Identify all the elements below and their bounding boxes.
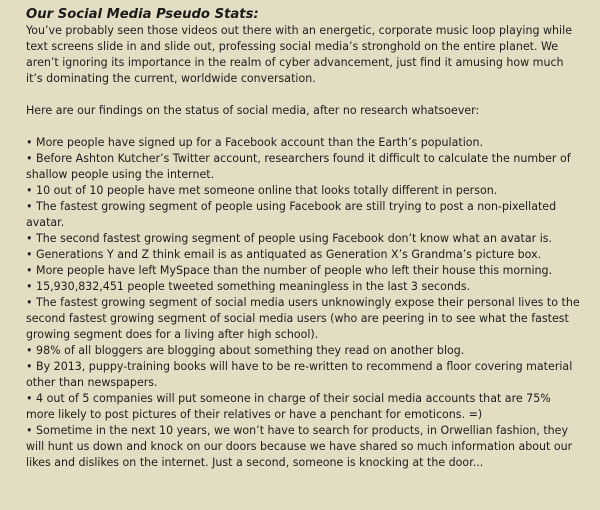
bullet-icon: • bbox=[26, 344, 33, 357]
list-item-text: The second fastest growing segment of people using Facebook don’t know what an avatar is. bbox=[36, 232, 553, 245]
bullet-icon: • bbox=[26, 184, 33, 197]
bullet-icon: • bbox=[26, 200, 33, 213]
list-item-text: Before Ashton Kutcher’s Twitter account, researchers found it difficult to calculate the number of shallow people using the internet. bbox=[26, 152, 571, 181]
list-item-text: More people have left MySpace than the number of people who left their house this morning. bbox=[36, 264, 553, 277]
list-item bbox=[26, 359, 582, 391]
article-title: Our Social Media Pseudo Stats: bbox=[26, 7, 259, 22]
list-item-text: 10 out of 10 people have met someone online that looks totally different in person. bbox=[36, 184, 498, 197]
paragraph-spacer bbox=[26, 119, 582, 135]
list-item-text: The fastest growing segment of social media users unknowingly expose their personal lives to the second fastest growing segment of social media users (who are peering in to see what the fastest growing segment does for a living after high school). bbox=[26, 296, 580, 341]
list-item-text: Sometime in the next 10 years, we won’t have to search for products, in Orwellian fashion, they will hunt us down and knock on our doors because we have shared so much information about our likes and dislikes on the internet. Just a second, someone is knocking at the door... bbox=[26, 424, 573, 469]
list-item bbox=[26, 423, 582, 471]
bullet-icon: • bbox=[26, 424, 33, 437]
bullet-icon: • bbox=[26, 280, 33, 293]
list-item-text: 4 out of 5 companies will put someone in charge of their social media accounts that are 75% more likely to post pictures of their relatives or have a penchant for emoticons. =) bbox=[26, 392, 551, 421]
list-item bbox=[26, 343, 582, 359]
list-item bbox=[26, 135, 582, 151]
bullet-icon: • bbox=[26, 136, 33, 149]
list-item bbox=[26, 231, 582, 247]
bullet-icon: • bbox=[26, 296, 33, 309]
list-item-text: Generations Y and Z think email is as antiquated as Generation X’s Grandma’s picture box. bbox=[36, 248, 542, 261]
list-item-text: 98% of all bloggers are blogging about something they read on another blog. bbox=[36, 344, 465, 357]
list-item-text: More people have signed up for a Facebook account than the Earth’s population. bbox=[36, 136, 484, 149]
findings-list bbox=[26, 135, 582, 471]
list-item bbox=[26, 151, 582, 183]
bullet-icon: • bbox=[26, 248, 33, 261]
bullet-icon: • bbox=[26, 360, 33, 373]
bullet-icon: • bbox=[26, 264, 33, 277]
findings-lead: Here are our findings on the status of social media, after no research whatsoever: bbox=[26, 104, 480, 117]
list-item bbox=[26, 263, 582, 279]
list-item-text: By 2013, puppy-training books will have to be re-written to recommend a floor covering material other than newspapers. bbox=[26, 360, 573, 389]
list-item-text: The fastest growing segment of people using Facebook are still trying to post a non-pixellated avatar. bbox=[26, 200, 557, 229]
paragraph-spacer bbox=[26, 87, 582, 103]
list-item bbox=[26, 199, 582, 231]
intro-paragraph: You’ve probably seen those videos out there with an energetic, corporate music loop playing while text screens slide in and slide out, professing social media’s stronghold on the entire planet. We aren’t ignoring its importance in the realm of cyber advancement, just find it amusing how much it’s dominating the current, worldwide conversation. bbox=[26, 24, 572, 85]
bullet-icon: • bbox=[26, 232, 33, 245]
list-item bbox=[26, 295, 582, 343]
bullet-icon: • bbox=[26, 152, 33, 165]
list-item bbox=[26, 391, 582, 423]
bullet-icon: • bbox=[26, 392, 33, 405]
list-item bbox=[26, 247, 582, 263]
list-item bbox=[26, 279, 582, 295]
list-item bbox=[26, 183, 582, 199]
list-item-text: 15,930,832,451 people tweeted something meaningless in the last 3 seconds. bbox=[36, 280, 471, 293]
